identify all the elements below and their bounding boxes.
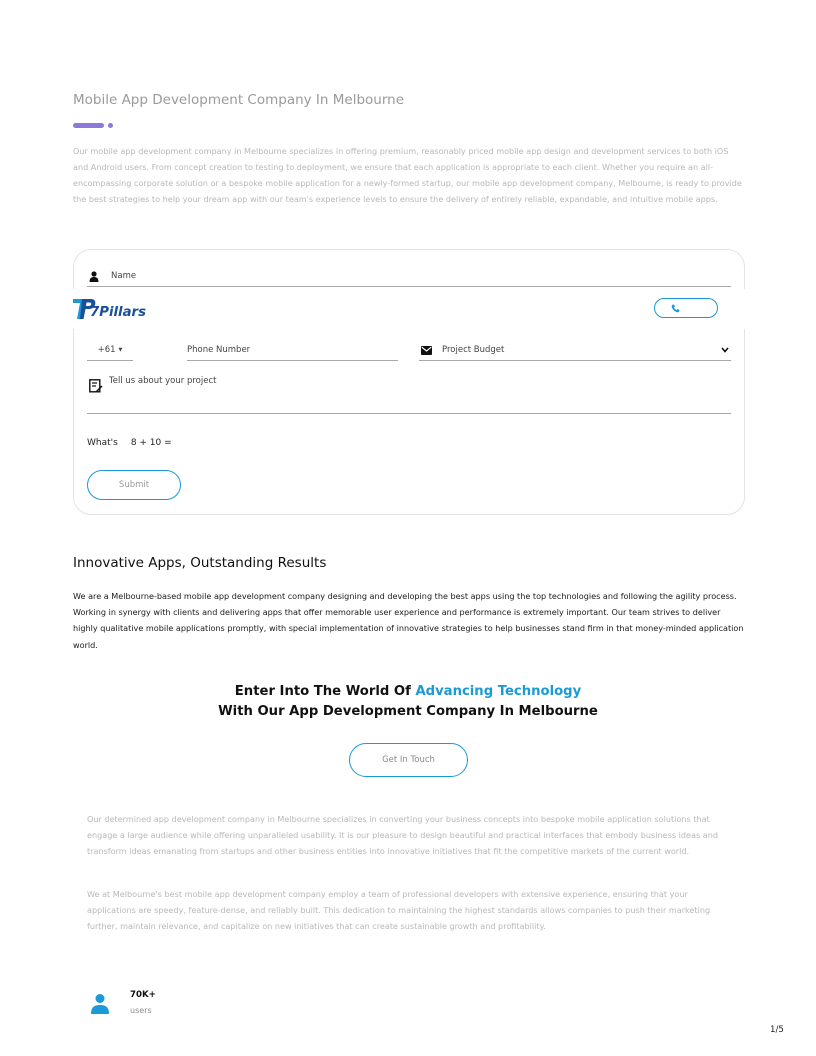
innovative-paragraph: We are a Melbourne-based mobile app development company designing and developing the best apps using the top technologies and following the agility process. Working in synergy with clients and delivering apps that offer memorable user experience and performance is extremely important. Our team strives to deliver highly qualitative mobile applications promptly, with special implementation of innovative strategies to help businesses stand firm in that money-minded application world.	[73, 591, 744, 650]
edit-note-icon	[89, 379, 103, 393]
stat-value: 70K+	[130, 990, 156, 1000]
country-code-value: +61	[97, 345, 116, 355]
cta-title-prefix: Enter Into The World Of	[234, 684, 416, 699]
call-button[interactable]	[654, 298, 718, 318]
budget-placeholder: Project Budget	[442, 345, 505, 355]
caret-down-icon: ▼	[118, 347, 123, 353]
section-title: Mobile App Development Company In Melbourne	[73, 92, 405, 108]
phone-field[interactable]	[187, 340, 398, 361]
phone-placeholder: Phone Number	[187, 345, 251, 355]
phone-icon	[671, 304, 680, 313]
name-field[interactable]	[87, 266, 731, 287]
captcha-question: 8 + 10 =	[130, 438, 172, 448]
section-title-innovative: Innovative Apps, Outstanding Results	[73, 555, 327, 571]
title-accent-dot	[108, 123, 113, 128]
project-textarea[interactable]	[87, 374, 731, 414]
content-paragraph: We at Melbourne's best mobile app development company employ a team of professional developers with extensive experience, ensuring that your applications are speedy, feature-dense, and reliably built. This dedication to maintaining the highest standards allows companies to push their marketing further, maintain relevance, and capitalize on new initiatives that can create sustainable growth and profitability.	[87, 889, 711, 931]
budget-select[interactable]	[419, 340, 731, 361]
cta-title-line2: With Our App Development Company In Melbourne	[218, 704, 598, 719]
captcha-row	[87, 436, 172, 450]
captcha-label: What's	[87, 438, 118, 448]
logo-wordmark: 7Pillars	[90, 305, 147, 320]
submit-button[interactable]: Submit	[87, 470, 181, 500]
cta-heading	[0, 682, 816, 722]
cta-title-highlight: Advancing Technology	[415, 684, 582, 699]
name-placeholder: Name	[111, 271, 137, 281]
user-icon	[89, 271, 99, 282]
envelope-icon	[421, 346, 432, 355]
title-accent-bar	[73, 123, 104, 128]
get-in-touch-button[interactable]: Get In Touch	[349, 743, 468, 777]
stat-label: users	[130, 1006, 152, 1015]
project-placeholder: Tell us about your project	[109, 376, 217, 386]
page-number: 1/5	[770, 1025, 784, 1035]
content-paragraph: Our determined app development company in Melbourne specializes in converting your business concepts into bespoke mobile application solutions that engage a large audience while offering unparalleled usability. It is our pleasure to design beautiful and practical interfaces that embody business ideas and transform ideas emanating from startups and other business entities into innovative initiatives that fit the competitive markets of the current world.	[87, 814, 718, 856]
brand-logo[interactable]	[72, 297, 150, 321]
intro-paragraph: Our mobile app development company in Melbourne specializes in offering premium, reasonably priced mobile app design and development services to both iOS and Android users. From concept creation to testing to deployment, we ensure that each application is appropriate to each client. Whether you require an all-encompassing corporate solution or a bespoke mobile application for a newly-formed startup, our mobile app development company, Melbourne, is ready to provide the best strategies to help your dream app with our team's experience levels to ensure the delivery of entirely reliable, expandable, and intuitive mobile apps.	[73, 146, 742, 204]
users-icon	[90, 993, 110, 1015]
chevron-down-icon	[721, 347, 729, 353]
country-code-select[interactable]	[87, 340, 133, 361]
